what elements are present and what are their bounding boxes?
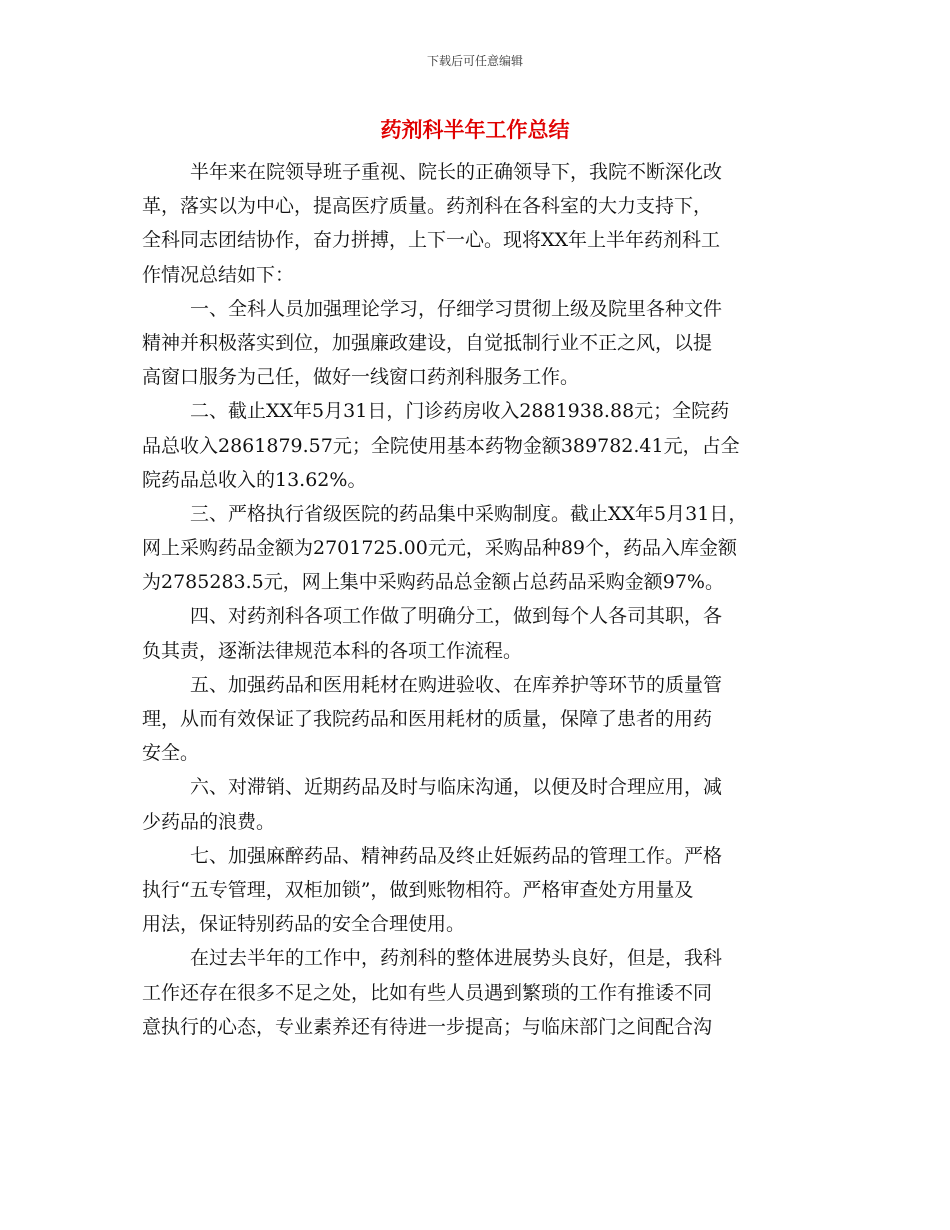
paragraph-first-line: 七、加强麻醉药品、精神药品及终止妊娠药品的管理工作。严格	[190, 844, 723, 867]
paragraph-line: 安全。	[142, 742, 200, 765]
paragraph-first-line: 五、加强药品和医用耗材在购进验收、在库养护等环节的质量管	[190, 673, 723, 696]
paragraph-line: 高窗口服务为己任，做好一线窗口药剂科服务工作。	[142, 366, 580, 389]
paragraph-first-line: 三、严格执行省级医院的药品集中采购制度。截止XX年5月31日，	[190, 502, 748, 525]
document-title: 药剂科半年工作总结	[380, 118, 570, 142]
paragraph-first-line: 四、对药剂科各项工作做了明确分工，做到每个人各司其职，各	[190, 605, 723, 628]
paragraph-line: 理，从而有效保证了我院药品和医用耗材的质量，保障了患者的用药	[142, 708, 713, 730]
paragraph-line: 全科同志团结协作，奋力拼搏，上下一心。现将XX年上半年药剂科工	[142, 229, 721, 252]
paragraph-line: 革，落实以为中心，提高医疗质量。药剂科在各科室的大力支持下，	[142, 195, 713, 218]
paragraph-first-line: 半年来在院领导班子重视、院长的正确领导下，我院不断深化改	[190, 161, 723, 183]
document-body	[142, 155, 832, 1044]
paragraph-first-line: 一、全科人员加强理论学习，仔细学习贯彻上级及院里各种文件	[190, 297, 723, 320]
paragraph-line: 作情况总结如下：	[142, 263, 295, 286]
paragraph-first-line: 二、截止XX年5月31日，门诊药房收入2881938.88元；全院药	[190, 400, 730, 423]
paragraph-line: 品总收入2861879.57元；全院使用基本药物金额389782.41元，占全	[142, 434, 740, 457]
paragraph-line: 为2785283.5元，网上集中采购药品总金额占总药品采购金额97%。	[142, 571, 724, 594]
paragraph-line: 执行“五专管理，双柜加锁”，做到账物相符。严格审查处方用量及	[142, 878, 694, 901]
paragraph-line: 工作还存在很多不足之处，比如有些人员遇到繁琐的工作有推诿不同	[142, 981, 713, 1004]
paragraph-line: 精神并积极落实到位，加强廉政建设，自觉抵制行业不正之风，以提	[142, 331, 713, 354]
paragraph-line: 意执行的心态，专业素养还有待进一步提高；与临床部门之间配合沟	[142, 1015, 713, 1038]
paragraph-line: 院药品总收入的13.62%。	[142, 468, 367, 491]
paragraph-line: 用法，保证特别药品的安全合理使用。	[142, 913, 466, 936]
paragraph-line: 少药品的浪费。	[142, 810, 276, 833]
paragraph-first-line: 在过去半年的工作中，药剂科的整体进展势头良好，但是，我科	[190, 947, 723, 970]
paragraph-line: 网上采购药品金额为2701725.00元元，采购品种89个，药品入库金额	[142, 537, 738, 560]
page-header-note: 下载后可任意编辑	[426, 54, 523, 68]
paragraph-line: 负其责，逐渐法律规范本科的各项工作流程。	[142, 639, 523, 662]
paragraph-first-line: 六、对滞销、近期药品及时与临床沟通，以便及时合理应用，减	[190, 776, 723, 799]
